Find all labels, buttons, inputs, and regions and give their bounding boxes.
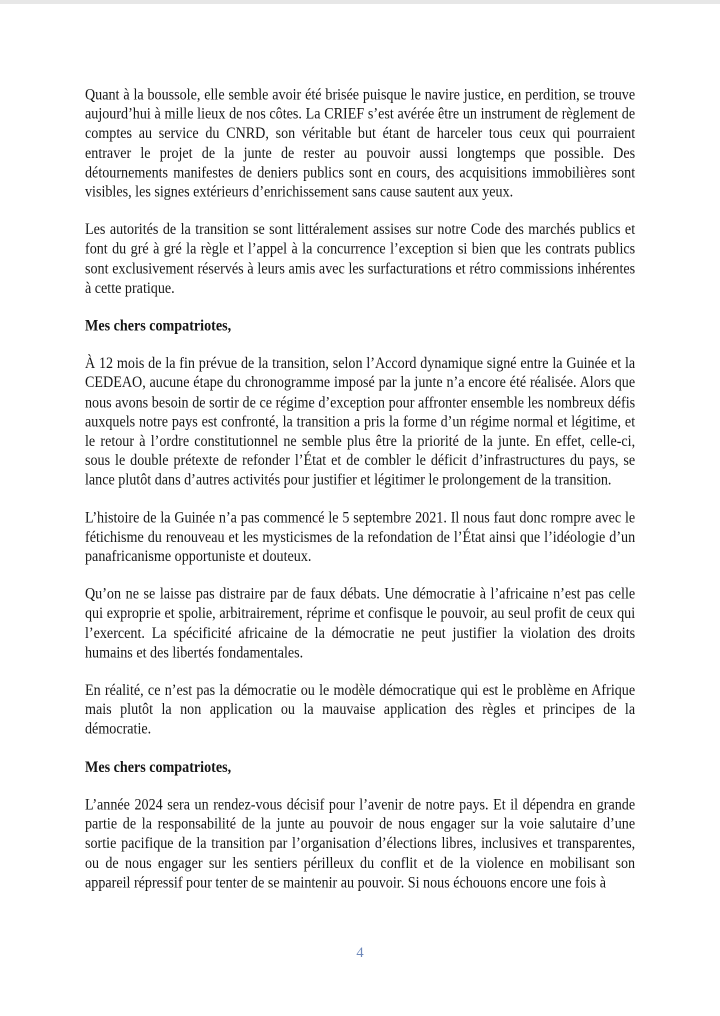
document-body [85,86,635,911]
paragraph-transition-cedeao: À 12 mois de la fin prévue de la transition, selon l’Accord dynamique signé entre la Guinée et la CEDEAO, aucune étape du chronogramme imposé par la junte n’a encore été réalisée. Alors que nous avons besoin de sortir de ce régime d’exception pour affronter ensemble les nombreux défis auxquels notre pays est confronté, la transition a pris la forme d’un régime normal et légitime, et le retour à l’ordre constitutionnel ne semble plus être la priorité de la junte. En effet, celle-ci, sous le double prétexte de refonder l’État et de combler le déficit d’infrastructures du pays, se lance plutôt dans d’autres activités pour justifier et légitimer le prolongement de la transition. [85,355,636,489]
paragraph-marches-publics: Les autorités de la transition se sont littéralement assises sur notre Code des marchés publics et font du gré à gré la règle et l’appel à la concurrence l’exception si bien que les contrats publics sont exclusivement réservés à leurs amis avec les surfacturations et rétro commissions inhérentes à cette pratique. [85,221,636,297]
paragraph-histoire-guinee: L’histoire de la Guinée n’a pas commencé le 5 septembre 2021. Il nous faut donc rompre avec le fétichisme du renouveau et les mysticismes de la refondation de l’État ainsi que l’idéologie d’un panafricanisme opportuniste et douteux. [85,509,636,566]
paragraph-annee-2024: L’année 2024 sera un rendez-vous décisif pour l’avenir de notre pays. Et il dépendra en grande partie de la responsabilité de la junte au pouvoir de nous engager sur la voie salutaire d’une sortie pacifique de la transition par l’organisation d’élections libres, inclusives et transparentes, ou de nous engager sur les sentiers périlleux du conflit et de la violence en mobilisant son appareil répressif pour tenter de se maintenir au pouvoir. Si nous échouons encore une fois à [85,796,636,891]
page-top-edge-strip [0,0,720,4]
page-number: 4 [356,945,364,961]
paragraph-faux-debats: Qu’on ne se laisse pas distraire par de faux débats. Une démocratie à l’africaine n’est pas celle qui exproprie et spolie, arbitrairement, réprime et confisque le pouvoir, au seul profit de ceux qui l’exercent. La spécificité africaine de la démocratie ne peut justifier la violation des droits humains et des libertés fondamentales. [85,586,636,662]
page-footer [0,944,720,962]
section-heading-compatriotes: Mes chers compatriotes, [85,317,232,335]
section-heading-compatriotes-2: Mes chers compatriotes, [85,759,232,776]
paragraph-crief-justice: Quant à la boussole, elle semble avoir été brisée puisque le navire justice, en perdition, se trouve aujourd’hui à mille lieux de nos côtes. La CRIEF s’est avérée être un instrument de règlement de comptes au service du CNRD, son véritable but étant de harceler tous ceux qui pourraient entraver le projet de la junte de rester au pouvoir aussi longtemps que possible. Des détournements manifestes de deniers publics sont en cours, des acquisitions immobilières sont visibles, les signes extérieurs d’enrichissement sans cause sautent aux yeux. [85,86,636,201]
paragraph-democratie-afrique: En réalité, ce n’est pas la démocratie ou le modèle démocratique qui est le problème en Afrique mais plutôt la non application ou la mauvaise application des règles et principes de la démocratie. [85,682,636,738]
